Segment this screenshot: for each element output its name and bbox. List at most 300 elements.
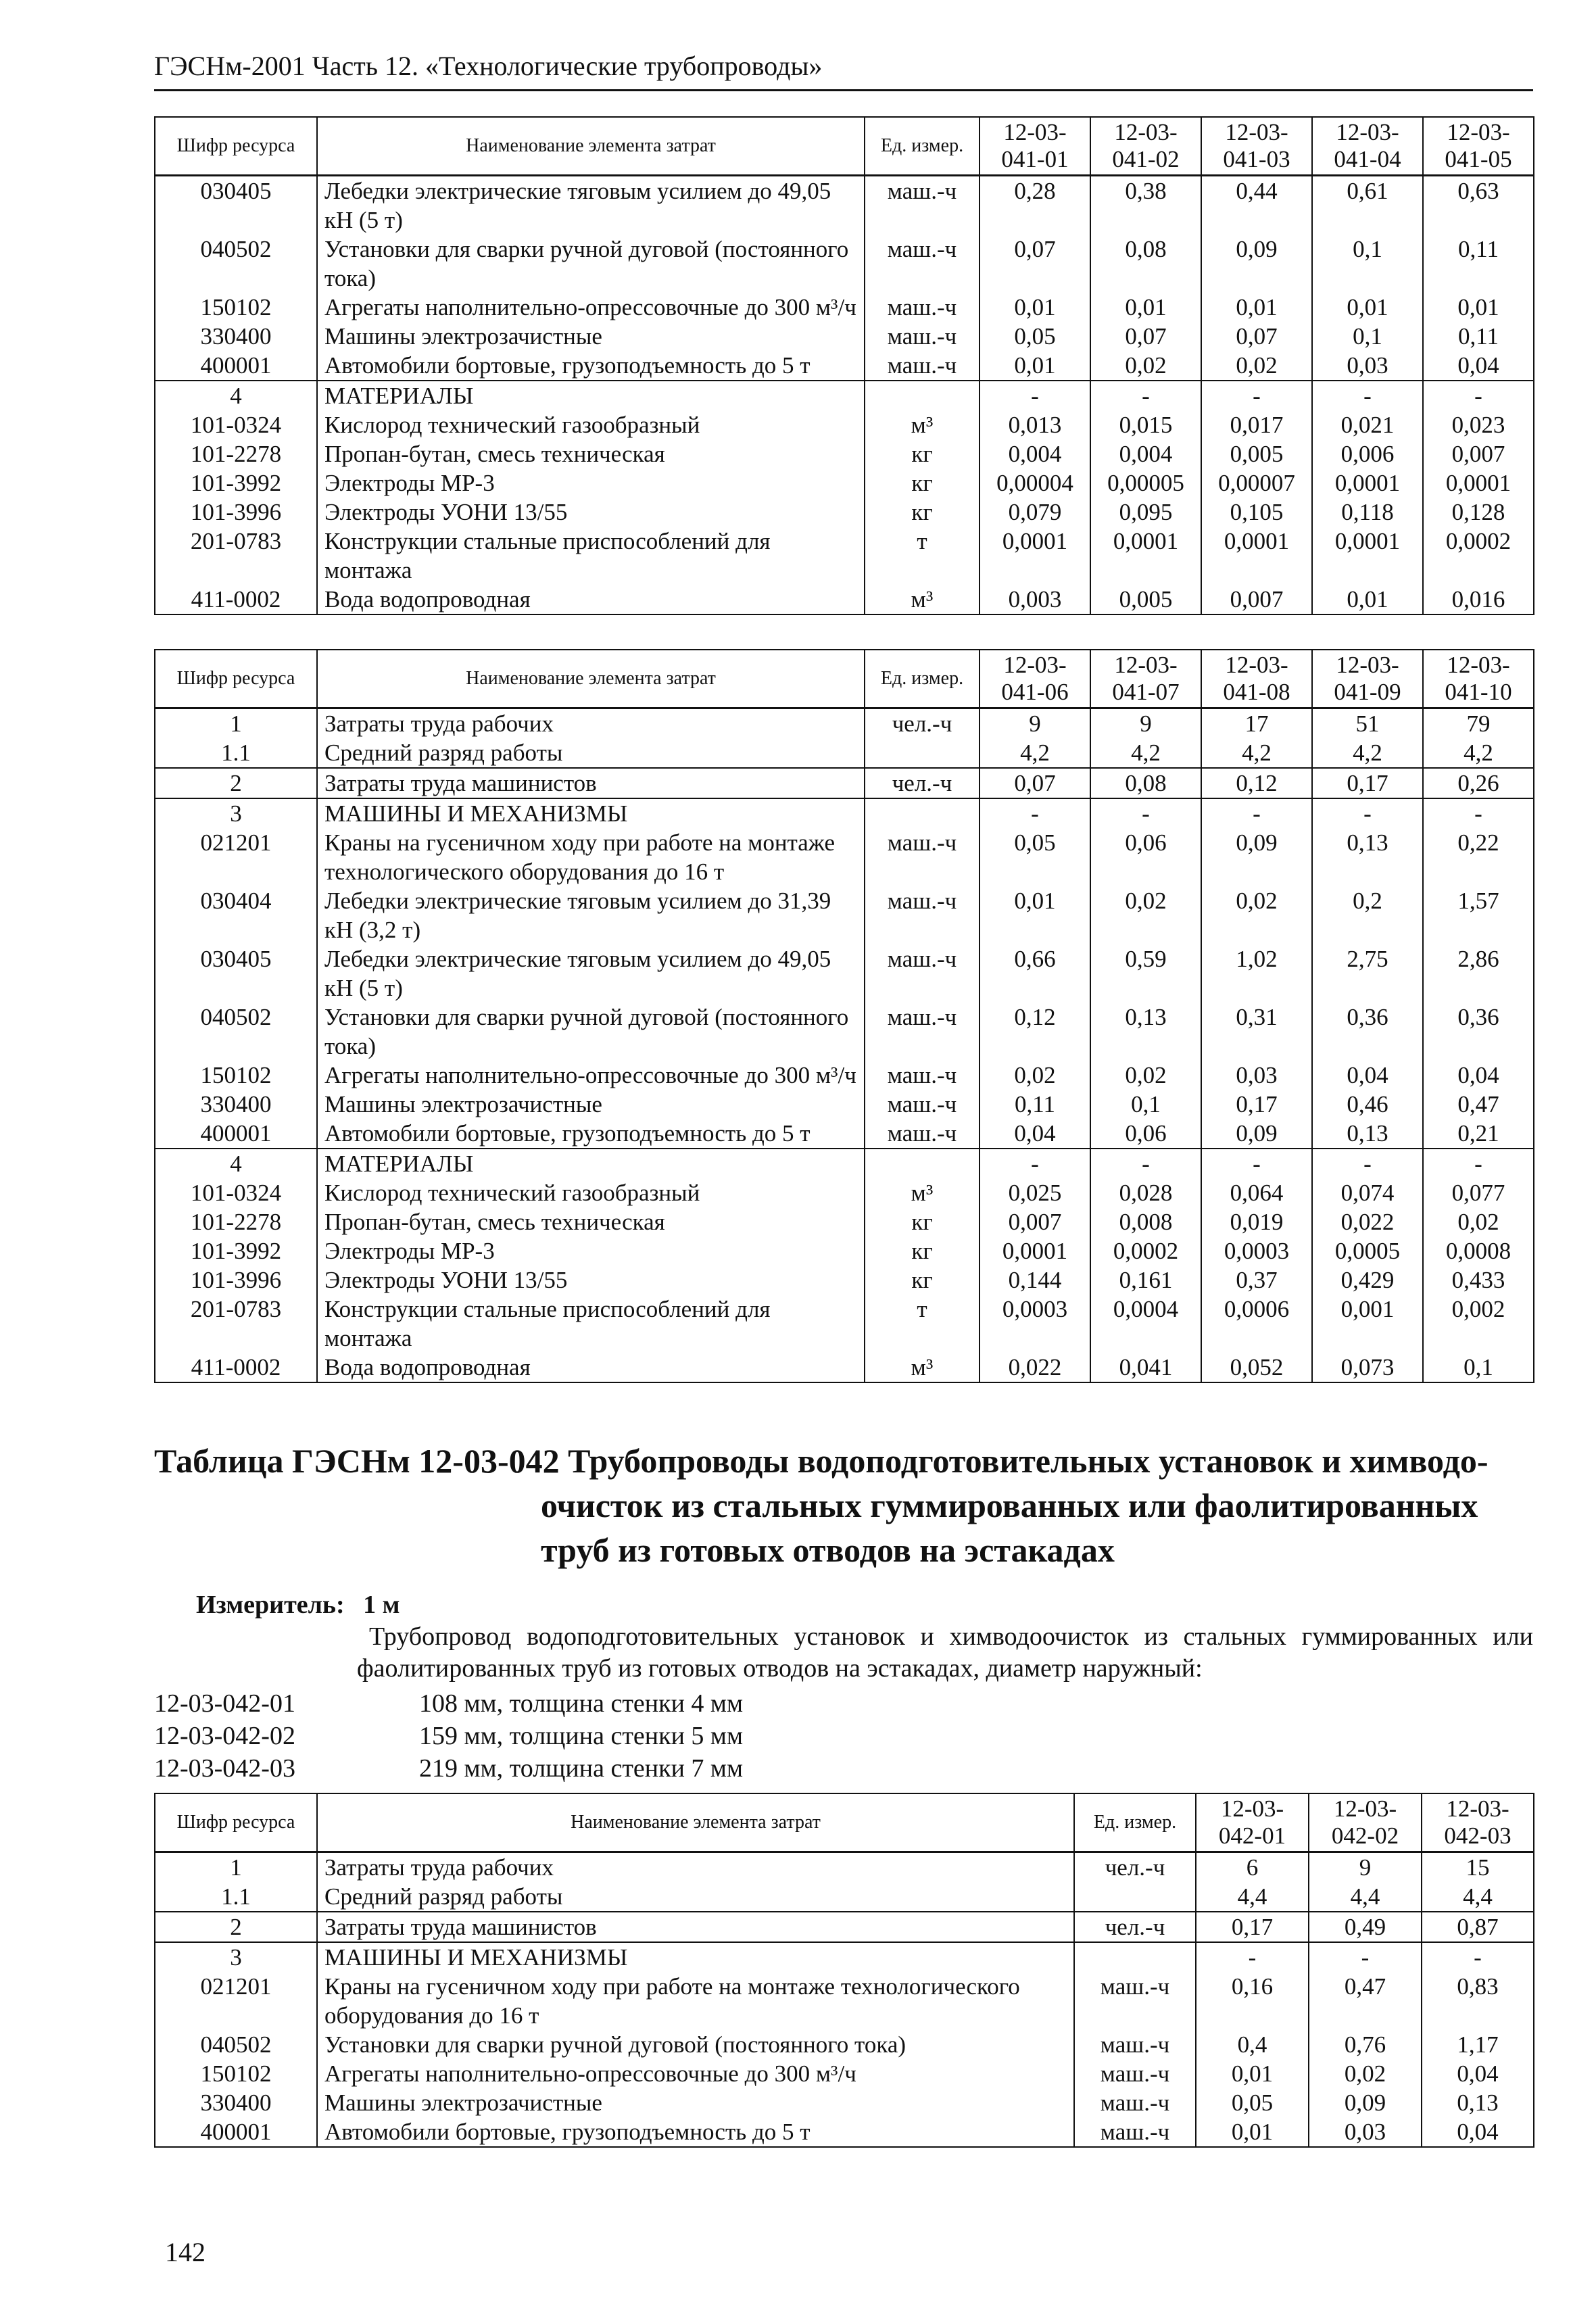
table-row xyxy=(155,1090,1534,1119)
resource-unit: кг xyxy=(865,1207,980,1236)
table-row xyxy=(155,1852,1534,1883)
resource-code: 101-2278 xyxy=(155,439,317,468)
section-name: МАШИНЫ И МЕХАНИЗМЫ xyxy=(317,1942,1074,1972)
resource-code: 030405 xyxy=(155,176,317,235)
norm-value: 0,095 xyxy=(1090,498,1201,527)
resource-name: Электроды МР-3 xyxy=(317,468,865,498)
norm-value: 0,007 xyxy=(980,1207,1090,1236)
norm-value: 0,07 xyxy=(1090,322,1201,351)
norm-value: 4,2 xyxy=(1312,738,1423,768)
norm-value: 0,59 xyxy=(1090,944,1201,1003)
norm-value: 0,38 xyxy=(1090,176,1201,235)
norm-value: 0,02 xyxy=(1201,351,1312,381)
norm-value: - xyxy=(1201,1149,1312,1178)
resource-name: Затраты труда рабочих xyxy=(317,1852,1074,1883)
resource-unit: маш.-ч xyxy=(865,322,980,351)
table-row xyxy=(155,468,1534,498)
norm-value: 0,22 xyxy=(1423,828,1534,886)
resource-code: 040502 xyxy=(155,1003,317,1061)
norm-value: 0,26 xyxy=(1423,768,1534,798)
resource-code: 040502 xyxy=(155,2030,317,2059)
norm-value: 0,118 xyxy=(1312,498,1423,527)
col-header-norm: 12-03-041-09 xyxy=(1312,650,1423,708)
norm-value: 0,073 xyxy=(1312,1353,1423,1382)
norm-value: 0,02 xyxy=(1090,886,1201,944)
norm-value: 51 xyxy=(1312,708,1423,739)
resource-name: Пропан-бутан, смесь техническая xyxy=(317,439,865,468)
table-row xyxy=(155,1972,1534,2030)
norm-value: 0,013 xyxy=(980,410,1090,439)
norm-value: 0,005 xyxy=(1201,439,1312,468)
resource-unit: м³ xyxy=(865,410,980,439)
norm-value: - xyxy=(1312,381,1423,410)
norm-value: 0,025 xyxy=(980,1178,1090,1207)
resource-code: 411-0002 xyxy=(155,1353,317,1382)
table-header-row xyxy=(155,650,1534,708)
resource-unit: кг xyxy=(865,468,980,498)
norm-value: 1,57 xyxy=(1423,886,1534,944)
variant-text: 219 мм, толщина стенки 7 мм xyxy=(419,1754,744,1783)
resource-name: Краны на гусеничном ходу при работе на монтаже технологического оборудования до 16 т xyxy=(317,828,865,886)
resource-name: Лебедки электрические тяговым усилием до 31,39 кН (3,2 т) xyxy=(317,886,865,944)
norm-value: 0,44 xyxy=(1201,176,1312,235)
norm-value: 9 xyxy=(980,708,1090,739)
table-row xyxy=(155,768,1534,798)
table-row xyxy=(155,1061,1534,1090)
norm-value: - xyxy=(1090,798,1201,828)
norm-value: 0,05 xyxy=(980,322,1090,351)
resource-code: 021201 xyxy=(155,828,317,886)
norm-value: 4,2 xyxy=(1201,738,1312,768)
table-row xyxy=(155,235,1534,293)
resource-name: Агрегаты наполнительно-опрессовочные до 300 м³/ч xyxy=(317,2059,1074,2088)
norm-value: 0,016 xyxy=(1423,585,1534,614)
resource-name: Затраты труда машинистов xyxy=(317,768,865,798)
norm-value: 0,02 xyxy=(1090,1061,1201,1090)
variant-text: 159 мм, толщина стенки 5 мм xyxy=(419,1722,744,1750)
norm-value: 0,01 xyxy=(1196,2117,1309,2147)
norm-value: - xyxy=(1309,1942,1422,1972)
col-header-unit: Ед. измер. xyxy=(865,650,980,708)
norm-value: 4,2 xyxy=(1090,738,1201,768)
resource-unit: кг xyxy=(865,439,980,468)
resource-unit xyxy=(865,381,980,410)
col-header-norm: 12-03-041-07 xyxy=(1090,650,1201,708)
norm-value: 0,144 xyxy=(980,1265,1090,1295)
table-row xyxy=(155,1882,1534,1912)
resource-name: Лебедки электрические тяговым усилием до 49,05 кН (5 т) xyxy=(317,944,865,1003)
resource-code: 330400 xyxy=(155,2088,317,2117)
resource-code: 040502 xyxy=(155,235,317,293)
norm-value: 0,04 xyxy=(1312,1061,1423,1090)
norm-value: 17 xyxy=(1201,708,1312,739)
norm-value: 0,00007 xyxy=(1201,468,1312,498)
norm-value: 0,13 xyxy=(1090,1003,1201,1061)
norm-value: 0,07 xyxy=(980,768,1090,798)
page-number: 142 xyxy=(165,2237,205,2267)
norm-value: 0,13 xyxy=(1312,1119,1423,1149)
resource-unit: м³ xyxy=(865,1353,980,1382)
table-row xyxy=(155,322,1534,351)
resource-name: Вода водопроводная xyxy=(317,585,865,614)
table-row xyxy=(155,2030,1534,2059)
resource-name: Электроды УОНИ 13/55 xyxy=(317,498,865,527)
table-row xyxy=(155,2088,1534,2117)
resource-unit xyxy=(865,738,980,768)
section-name: МАШИНЫ И МЕХАНИЗМЫ xyxy=(317,798,865,828)
norm-value: 2,75 xyxy=(1312,944,1423,1003)
norm-value: 0,01 xyxy=(1423,293,1534,322)
norm-value: 4,2 xyxy=(1423,738,1534,768)
resource-code: 150102 xyxy=(155,1061,317,1090)
resource-name: Кислород технический газообразный xyxy=(317,1178,865,1207)
norm-value: 0,87 xyxy=(1422,1912,1534,1942)
col-header-code: Шифр ресурса xyxy=(155,1793,317,1852)
resource-code: 330400 xyxy=(155,322,317,351)
resource-code: 101-3992 xyxy=(155,468,317,498)
resource-name: Машины электрозачистные xyxy=(317,322,865,351)
norm-value: 4,4 xyxy=(1422,1882,1534,1912)
resource-unit: маш.-ч xyxy=(865,1090,980,1119)
norm-value: 0,007 xyxy=(1201,585,1312,614)
norm-value: - xyxy=(1423,798,1534,828)
table-row xyxy=(155,1003,1534,1061)
col-header-unit: Ед. измер. xyxy=(1074,1793,1196,1852)
resource-unit: маш.-ч xyxy=(1074,2030,1196,2059)
col-header-norm: 12-03-042-02 xyxy=(1309,1793,1422,1852)
table-row xyxy=(155,293,1534,322)
norm-value: 0,0008 xyxy=(1423,1236,1534,1265)
col-header-unit: Ед. измер. xyxy=(865,117,980,176)
norm-value: 0,07 xyxy=(1201,322,1312,351)
norm-value: 0,08 xyxy=(1090,235,1201,293)
resource-name: Затраты труда машинистов xyxy=(317,1912,1074,1942)
resource-name: Кислород технический газообразный xyxy=(317,410,865,439)
norm-value: 0,17 xyxy=(1312,768,1423,798)
norm-value: 0,028 xyxy=(1090,1178,1201,1207)
norm-value: 0,1 xyxy=(1090,1090,1201,1119)
table-row xyxy=(155,1119,1534,1149)
section-row xyxy=(155,1942,1534,1972)
norm-value: 0,0001 xyxy=(1312,468,1423,498)
resource-name: Электроды МР-3 xyxy=(317,1236,865,1265)
col-header-norm: 12-03-042-03 xyxy=(1422,1793,1534,1852)
norm-value: 0,17 xyxy=(1196,1912,1309,1942)
resource-unit xyxy=(865,1149,980,1178)
resource-unit: чел.-ч xyxy=(1074,1852,1196,1883)
norm-value: 0,001 xyxy=(1312,1295,1423,1353)
norm-value: 0,31 xyxy=(1201,1003,1312,1061)
norm-value: 0,36 xyxy=(1312,1003,1423,1061)
resource-code: 150102 xyxy=(155,2059,317,2088)
resource-name: Средний разряд работы xyxy=(317,1882,1074,1912)
resource-name: Вода водопроводная xyxy=(317,1353,865,1382)
table-row xyxy=(155,498,1534,527)
resource-code: 1 xyxy=(155,1852,317,1883)
norm-value: 15 xyxy=(1422,1852,1534,1883)
col-header-norm: 12-03-041-04 xyxy=(1312,117,1423,176)
table-row xyxy=(155,585,1534,614)
norm-value: 0,004 xyxy=(1090,439,1201,468)
col-header-code: Шифр ресурса xyxy=(155,117,317,176)
norm-value: - xyxy=(1090,1149,1201,1178)
variant-code: 12-03-042-02 xyxy=(154,1722,295,1750)
resource-name: Установки для сварки ручной дуговой (постоянного тока) xyxy=(317,235,865,293)
section-row xyxy=(155,1149,1534,1178)
resource-unit: маш.-ч xyxy=(1074,1972,1196,2030)
table-title-line: очисток из стальных гуммированных или фаолитированных xyxy=(541,1487,1478,1524)
resource-unit: маш.-ч xyxy=(865,886,980,944)
norm-value: 4,4 xyxy=(1309,1882,1422,1912)
norm-value: 0,04 xyxy=(1422,2117,1534,2147)
norm-value: 9 xyxy=(1309,1852,1422,1883)
norm-value: - xyxy=(1090,381,1201,410)
norm-value: 0,022 xyxy=(1312,1207,1423,1236)
norm-value: 0,08 xyxy=(1090,768,1201,798)
col-header-name: Наименование элемента затрат xyxy=(317,117,865,176)
table-row xyxy=(155,1295,1534,1353)
norm-value: - xyxy=(1201,381,1312,410)
resource-unit: маш.-ч xyxy=(865,1119,980,1149)
measure-value: 1 м xyxy=(363,1591,400,1619)
norm-value: 0,09 xyxy=(1201,235,1312,293)
resource-code: 2 xyxy=(155,1912,317,1942)
table-row xyxy=(155,527,1534,585)
resource-code: 1.1 xyxy=(155,1882,317,1912)
table-row xyxy=(155,1353,1534,1382)
norm-value: - xyxy=(980,798,1090,828)
norm-value: 1,17 xyxy=(1422,2030,1534,2059)
resource-table-041-01-05 xyxy=(154,116,1534,615)
norm-value: 0,07 xyxy=(980,235,1090,293)
col-header-norm: 12-03-041-05 xyxy=(1423,117,1534,176)
norm-value: 1,02 xyxy=(1201,944,1312,1003)
norm-value: 0,0001 xyxy=(980,1236,1090,1265)
resource-name: Машины электрозачистные xyxy=(317,1090,865,1119)
variant-code: 12-03-042-01 xyxy=(154,1689,295,1718)
norm-value: 79 xyxy=(1423,708,1534,739)
norm-value: 0,09 xyxy=(1201,828,1312,886)
table-row xyxy=(155,410,1534,439)
norm-value: 2,86 xyxy=(1423,944,1534,1003)
resource-code: 101-3996 xyxy=(155,498,317,527)
norm-value: 0,01 xyxy=(1090,293,1201,322)
resource-unit xyxy=(1074,1942,1196,1972)
norm-value: 0,1 xyxy=(1312,322,1423,351)
resource-unit: м³ xyxy=(865,1178,980,1207)
section-code: 4 xyxy=(155,381,317,410)
col-header-name: Наименование элемента затрат xyxy=(317,650,865,708)
resource-code: 101-2278 xyxy=(155,1207,317,1236)
col-header-norm: 12-03-041-08 xyxy=(1201,650,1312,708)
norm-value: 0,0003 xyxy=(1201,1236,1312,1265)
norm-value: 0,66 xyxy=(980,944,1090,1003)
resource-name: Конструкции стальные приспособлений для монтажа xyxy=(317,1295,865,1353)
resource-name: Агрегаты наполнительно-опрессовочные до 300 м³/ч xyxy=(317,293,865,322)
norm-value: - xyxy=(1423,381,1534,410)
norm-value: 0,0002 xyxy=(1423,527,1534,585)
norm-value: 0,01 xyxy=(1312,585,1423,614)
resource-unit: маш.-ч xyxy=(1074,2059,1196,2088)
resource-code: 400001 xyxy=(155,351,317,381)
resource-unit: чел.-ч xyxy=(1074,1912,1196,1942)
norm-value: 0,09 xyxy=(1309,2088,1422,2117)
norm-value: - xyxy=(980,1149,1090,1178)
resource-unit: кг xyxy=(865,498,980,527)
resource-unit xyxy=(1074,1882,1196,1912)
table-row xyxy=(155,2117,1534,2147)
resource-table-041-06-10 xyxy=(154,649,1534,1383)
resource-unit: кг xyxy=(865,1265,980,1295)
norm-value: 0,76 xyxy=(1309,2030,1422,2059)
resource-code: 150102 xyxy=(155,293,317,322)
norm-value: 0,041 xyxy=(1090,1353,1201,1382)
norm-value: 0,11 xyxy=(1423,322,1534,351)
resource-code: 1.1 xyxy=(155,738,317,768)
norm-value: 0,128 xyxy=(1423,498,1534,527)
norm-value: 0,04 xyxy=(980,1119,1090,1149)
norm-value: 0,003 xyxy=(980,585,1090,614)
measure-unit xyxy=(196,1590,400,1620)
section-name: МАТЕРИАЛЫ xyxy=(317,1149,865,1178)
norm-value: 0,05 xyxy=(1196,2088,1309,2117)
resource-unit: т xyxy=(865,527,980,585)
table-row xyxy=(155,351,1534,381)
resource-unit: т xyxy=(865,1295,980,1353)
norm-value: - xyxy=(1422,1942,1534,1972)
table-title xyxy=(154,1439,1533,1572)
resource-code: 101-3992 xyxy=(155,1236,317,1265)
norm-value: 0,01 xyxy=(980,886,1090,944)
col-header-norm: 12-03-041-02 xyxy=(1090,117,1201,176)
variant-text: 108 мм, толщина стенки 4 мм xyxy=(419,1689,744,1718)
norm-value: 0,04 xyxy=(1423,351,1534,381)
norm-value: 0,04 xyxy=(1422,2059,1534,2088)
norm-value: 0,0001 xyxy=(1312,527,1423,585)
section-row xyxy=(155,798,1534,828)
norm-value: 0,03 xyxy=(1312,351,1423,381)
work-description: Трубопровод водоподготовительных установок и химводоочисток из стальных гуммированных или фаолитированных труб из готовых отводов на эстакадах, диаметр наружный: xyxy=(357,1622,1533,1683)
resource-unit: чел.-ч xyxy=(865,708,980,739)
resource-code: 030404 xyxy=(155,886,317,944)
resource-code: 101-0324 xyxy=(155,410,317,439)
resource-unit: маш.-ч xyxy=(865,828,980,886)
resource-code: 201-0783 xyxy=(155,1295,317,1353)
norm-value: 0,01 xyxy=(1201,293,1312,322)
norm-value: 0,052 xyxy=(1201,1353,1312,1382)
norm-value: 0,023 xyxy=(1423,410,1534,439)
resource-code: 101-0324 xyxy=(155,1178,317,1207)
resource-name: Автомобили бортовые, грузоподъемность до 5 т xyxy=(317,2117,1074,2147)
list-item xyxy=(154,1720,743,1752)
resource-code: 1 xyxy=(155,708,317,739)
resource-unit: маш.-ч xyxy=(865,1003,980,1061)
norm-variants-list xyxy=(154,1687,743,1785)
norm-value: 0,0001 xyxy=(1423,468,1534,498)
col-header-name: Наименование элемента затрат xyxy=(317,1793,1074,1852)
table-row xyxy=(155,439,1534,468)
resource-unit: кг xyxy=(865,1236,980,1265)
norm-value: - xyxy=(1423,1149,1534,1178)
norm-value: 0,02 xyxy=(1201,886,1312,944)
norm-value: 0,074 xyxy=(1312,1178,1423,1207)
norm-value: 0,077 xyxy=(1423,1178,1534,1207)
norm-value: 0,46 xyxy=(1312,1090,1423,1119)
norm-value: 0,079 xyxy=(980,498,1090,527)
norm-value: 0,4 xyxy=(1196,2030,1309,2059)
table-row xyxy=(155,1207,1534,1236)
norm-value: 0,429 xyxy=(1312,1265,1423,1295)
resource-unit: маш.-ч xyxy=(865,1061,980,1090)
norm-value: 0,49 xyxy=(1309,1912,1422,1942)
norm-value: 0,0003 xyxy=(980,1295,1090,1353)
norm-value: 0,019 xyxy=(1201,1207,1312,1236)
norm-value: 0,11 xyxy=(1423,235,1534,293)
resource-unit: маш.-ч xyxy=(865,176,980,235)
norm-value: 0,0001 xyxy=(1201,527,1312,585)
table-header-row xyxy=(155,1793,1534,1852)
norm-value: 0,13 xyxy=(1422,2088,1534,2117)
norm-value: 0,0005 xyxy=(1312,1236,1423,1265)
resource-unit: чел.-ч xyxy=(865,768,980,798)
col-header-norm: 12-03-041-10 xyxy=(1423,650,1534,708)
norm-value: - xyxy=(1201,798,1312,828)
norm-value: 0,007 xyxy=(1423,439,1534,468)
table-row xyxy=(155,176,1534,235)
norm-value: 0,006 xyxy=(1312,439,1423,468)
resource-name: Установки для сварки ручной дуговой (постоянного тока) xyxy=(317,1003,865,1061)
list-item xyxy=(154,1752,743,1785)
norm-value: 0,61 xyxy=(1312,176,1423,235)
norm-value: 0,021 xyxy=(1312,410,1423,439)
norm-value: 0,83 xyxy=(1422,1972,1534,2030)
resource-unit: маш.-ч xyxy=(865,293,980,322)
norm-value: 0,03 xyxy=(1201,1061,1312,1090)
norm-value: 0,63 xyxy=(1423,176,1534,235)
norm-value: 0,01 xyxy=(980,351,1090,381)
norm-value: 0,008 xyxy=(1090,1207,1201,1236)
norm-value: 0,161 xyxy=(1090,1265,1201,1295)
section-row xyxy=(155,381,1534,410)
col-header-norm: 12-03-041-01 xyxy=(980,117,1090,176)
resource-unit: маш.-ч xyxy=(865,944,980,1003)
table-row xyxy=(155,886,1534,944)
norm-value: 0,005 xyxy=(1090,585,1201,614)
norm-value: 4,2 xyxy=(980,738,1090,768)
table-row xyxy=(155,708,1534,739)
resource-code: 101-3996 xyxy=(155,1265,317,1295)
resource-code: 330400 xyxy=(155,1090,317,1119)
norm-value: 0,01 xyxy=(980,293,1090,322)
norm-value: 0,02 xyxy=(1090,351,1201,381)
norm-value: 0,17 xyxy=(1201,1090,1312,1119)
table-row xyxy=(155,944,1534,1003)
resource-code: 021201 xyxy=(155,1972,317,2030)
resource-code: 411-0002 xyxy=(155,585,317,614)
table-title-line: Таблица ГЭСНм 12-03-042 Трубопроводы водоподготовительных установок и химводо- xyxy=(154,1442,1489,1480)
resource-unit xyxy=(865,798,980,828)
col-header-norm: 12-03-041-06 xyxy=(980,650,1090,708)
col-header-norm: 12-03-041-03 xyxy=(1201,117,1312,176)
resource-name: Пропан-бутан, смесь техническая xyxy=(317,1207,865,1236)
table-row xyxy=(155,1912,1534,1942)
norm-value: 0,0006 xyxy=(1201,1295,1312,1353)
norm-value: 0,00004 xyxy=(980,468,1090,498)
norm-value: - xyxy=(1312,798,1423,828)
resource-name: Краны на гусеничном ходу при работе на монтаже технологического оборудования до 16 т xyxy=(317,1972,1074,2030)
norm-value: 0,47 xyxy=(1423,1090,1534,1119)
table-row xyxy=(155,1265,1534,1295)
